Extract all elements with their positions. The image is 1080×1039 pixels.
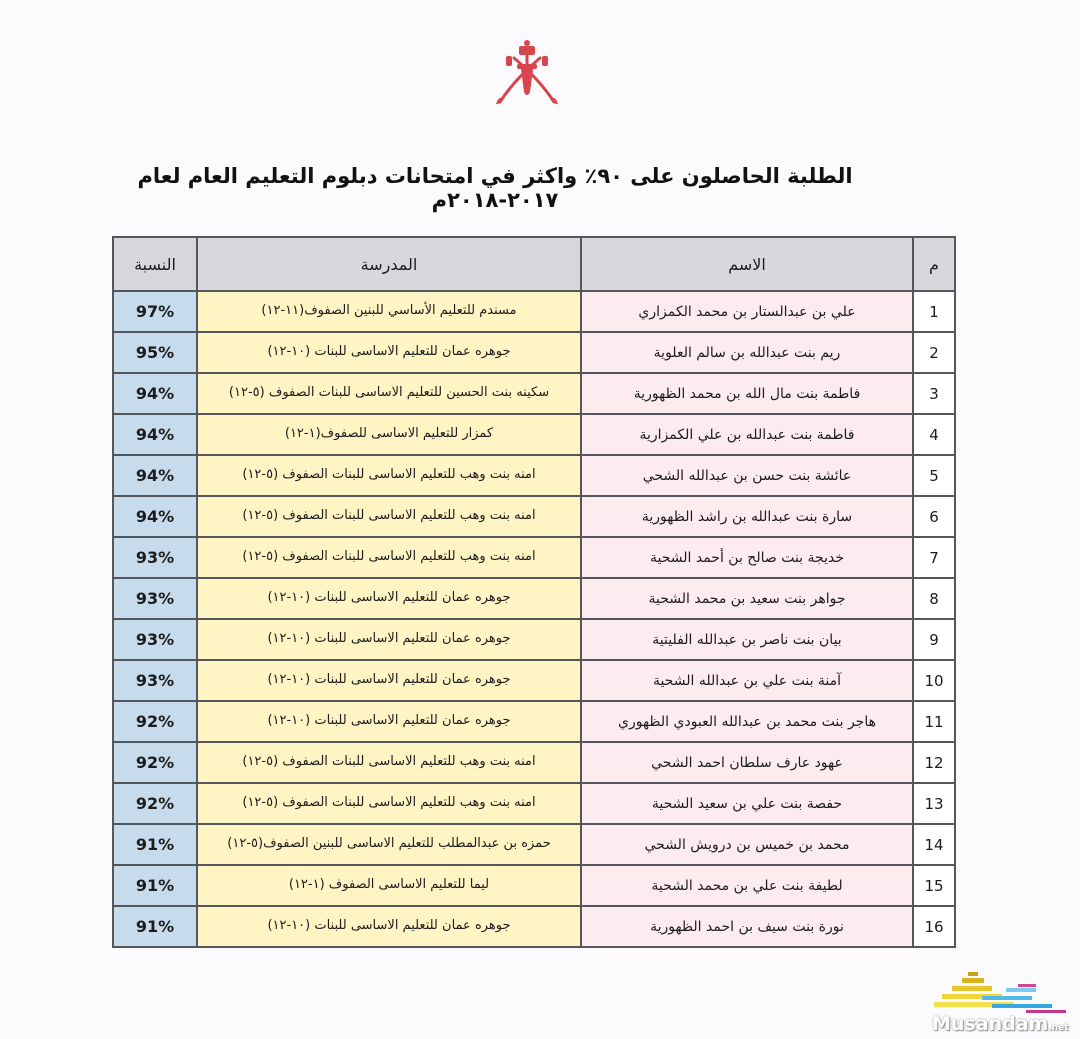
table-row (113, 865, 955, 906)
cell-name: عائشة بنت حسن بن عبدالله الشحي (581, 455, 913, 496)
cell-percentage: 91% (113, 824, 197, 865)
table-row (113, 578, 955, 619)
table-row (113, 291, 955, 332)
cell-name: علي بن عبدالستار بن محمد الكمزاري (581, 291, 913, 332)
cell-number: 3 (913, 373, 955, 414)
cell-school: سكينه بنت الحسين للتعليم الاساسى للبنات الصفوف (٥-١٢) (197, 373, 581, 414)
cell-number: 12 (913, 742, 955, 783)
cell-school: حمزه بن عبدالمطلب للتعليم الاساسى للبنين الصفوف(٥-١٢) (197, 824, 581, 865)
table-row (113, 332, 955, 373)
cell-percentage: 95% (113, 332, 197, 373)
cell-name: حفصة بنت علي بن سعيد الشحية (581, 783, 913, 824)
header-percentage: النسبة (113, 237, 197, 291)
cell-name: هاجر بنت محمد بن عبدالله العبودي الظهوري (581, 701, 913, 742)
cell-school: امنه بنت وهب للتعليم الاساسى للبنات الصفوف (٥-١٢) (197, 537, 581, 578)
document-title: الطلبة الحاصلون على ٩٠٪ واكثر في امتحانات دبلوم التعليم العام لعام ٢٠١٧-٢٠١٨م (137, 164, 853, 212)
table-row (113, 824, 955, 865)
cell-percentage: 93% (113, 660, 197, 701)
table-row (113, 619, 955, 660)
cell-school: جوهره عمان للتعليم الاساسى للبنات (١٠-١٢) (197, 332, 581, 373)
cell-percentage: 91% (113, 906, 197, 947)
table-row (113, 373, 955, 414)
cell-school: امنه بنت وهب للتعليم الاساسى للبنات الصفوف (٥-١٢) (197, 742, 581, 783)
cell-school: مسندم للتعليم الأساسي للبنين الصفوف(١١-١٢) (197, 291, 581, 332)
table-row (113, 906, 955, 947)
cell-name: خديجة بنت صالح بن أحمد الشحية (581, 537, 913, 578)
cell-number: 2 (913, 332, 955, 373)
cell-name: عهود عارف سلطان احمد الشحي (581, 742, 913, 783)
cell-number: 9 (913, 619, 955, 660)
table-row (113, 660, 955, 701)
cell-name: نورة بنت سيف بن احمد الظهورية (581, 906, 913, 947)
cell-percentage: 93% (113, 578, 197, 619)
cell-school: امنه بنت وهب للتعليم الاساسى للبنات الصفوف (٥-١٢) (197, 496, 581, 537)
table-header-row (113, 237, 955, 291)
cell-number: 16 (913, 906, 955, 947)
cell-school: جوهره عمان للتعليم الاساسى للبنات (١٠-١٢) (197, 906, 581, 947)
cell-number: 5 (913, 455, 955, 496)
musandam-watermark-text: Musandam.net (932, 1013, 1069, 1035)
cell-percentage: 93% (113, 537, 197, 578)
cell-school: جوهره عمان للتعليم الاساسى للبنات (١٠-١٢) (197, 701, 581, 742)
cell-percentage: 94% (113, 414, 197, 455)
cell-school: كمزار للتعليم الاساسى للصفوف(١-١٢) (197, 414, 581, 455)
cell-number: 7 (913, 537, 955, 578)
cell-number: 10 (913, 660, 955, 701)
cell-name: آمنة بنت علي بن عبدالله الشحية (581, 660, 913, 701)
cell-number: 11 (913, 701, 955, 742)
cell-name: بيان بنت ناصر بن عبدالله الفليتية (581, 619, 913, 660)
cell-percentage: 94% (113, 373, 197, 414)
cell-name: جواهر بنت سعيد بن محمد الشحية (581, 578, 913, 619)
cell-percentage: 91% (113, 865, 197, 906)
cell-number: 14 (913, 824, 955, 865)
cell-number: 6 (913, 496, 955, 537)
table-row (113, 414, 955, 455)
cell-number: 4 (913, 414, 955, 455)
cell-school: ليما للتعليم الاساسى الصفوف (١-١٢) (197, 865, 581, 906)
header-school: المدرسة (197, 237, 581, 291)
cell-name: محمد بن خميس بن درويش الشحي (581, 824, 913, 865)
cell-percentage: 92% (113, 783, 197, 824)
cell-number: 8 (913, 578, 955, 619)
cell-name: سارة بنت عبدالله بن راشد الظهورية (581, 496, 913, 537)
cell-school: امنه بنت وهب للتعليم الاساسى للبنات الصفوف (٥-١٢) (197, 783, 581, 824)
cell-name: ريم بنت عبدالله بن سالم العلوية (581, 332, 913, 373)
table-row (113, 701, 955, 742)
cell-number: 13 (913, 783, 955, 824)
header-name: الاسم (581, 237, 913, 291)
table-row (113, 742, 955, 783)
cell-school: جوهره عمان للتعليم الاساسى للبنات (١٠-١٢) (197, 578, 581, 619)
cell-number: 15 (913, 865, 955, 906)
cell-name: لطيفة بنت علي بن محمد الشحية (581, 865, 913, 906)
cell-percentage: 97% (113, 291, 197, 332)
cell-name: فاطمة بنت عبدالله بن علي الكمزارية (581, 414, 913, 455)
cell-name: فاطمة بنت مال الله بن محمد الظهورية (581, 373, 913, 414)
results-table (112, 236, 956, 948)
cell-percentage: 94% (113, 496, 197, 537)
cell-percentage: 94% (113, 455, 197, 496)
national-emblem-icon (492, 36, 562, 108)
cell-percentage: 92% (113, 742, 197, 783)
cell-school: جوهره عمان للتعليم الاساسى للبنات (١٠-١٢) (197, 619, 581, 660)
cell-school: جوهره عمان للتعليم الاساسى للبنات (١٠-١٢) (197, 660, 581, 701)
cell-school: امنه بنت وهب للتعليم الاساسى للبنات الصفوف (٥-١٢) (197, 455, 581, 496)
table-row (113, 537, 955, 578)
header-number: م (913, 237, 955, 291)
cell-percentage: 93% (113, 619, 197, 660)
cell-number: 1 (913, 291, 955, 332)
table-row (113, 496, 955, 537)
cell-percentage: 92% (113, 701, 197, 742)
table-row (113, 455, 955, 496)
table-row (113, 783, 955, 824)
